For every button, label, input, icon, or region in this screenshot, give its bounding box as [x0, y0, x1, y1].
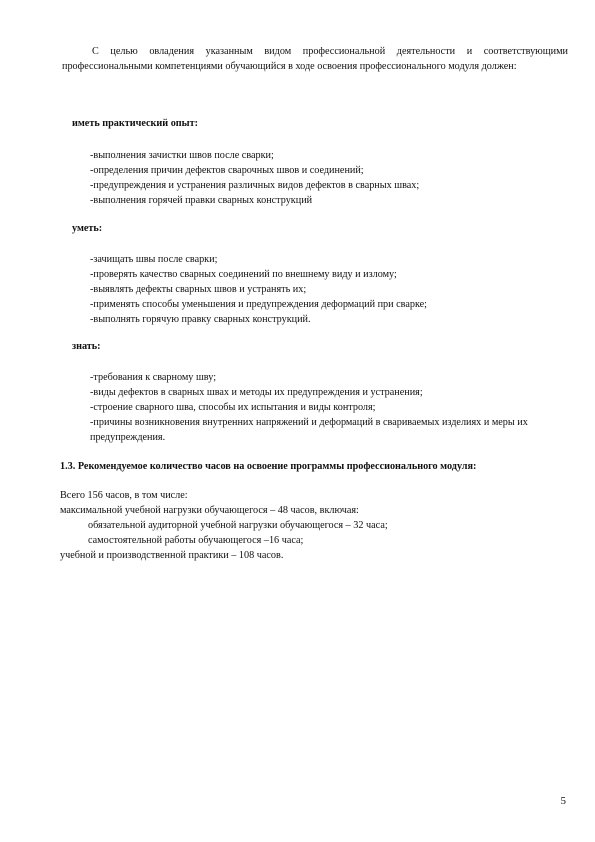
- list-item: -требования к сварному шву;: [90, 372, 217, 383]
- hours-self-study: самостоятельной работы обучающегося –16 часа;: [88, 535, 304, 546]
- hours-practice: учебной и производственной практики – 108 часов.: [60, 550, 284, 561]
- list-item: -выявлять дефекты сварных швов и устранять их;: [90, 284, 307, 295]
- list-item: -выполнения горячей правки сварных конструкций: [90, 195, 313, 206]
- list-item: -выполнять горячую правку сварных конструкций.: [90, 314, 311, 325]
- page-number: 5: [560, 795, 566, 807]
- hours-classroom: обязательной аудиторной учебной нагрузки обучающегося – 32 часа;: [88, 520, 388, 531]
- list-item: -зачищать швы после сварки;: [90, 254, 218, 265]
- hours-block: [60, 488, 570, 563]
- skills-heading: уметь:: [72, 223, 103, 234]
- hours-max-load: максимальной учебной нагрузки обучающегося – 48 часов, включая:: [60, 505, 359, 516]
- practice-list: [90, 148, 568, 208]
- practice-heading: иметь практический опыт:: [72, 118, 199, 129]
- list-item: -предупреждения и устранения различных видов дефектов в сварных швах;: [90, 180, 420, 191]
- skills-list: [90, 252, 568, 327]
- hours-total: Всего 156 часов, в том числе:: [60, 490, 188, 501]
- knowledge-heading: знать:: [72, 341, 101, 352]
- knowledge-list: [90, 370, 568, 445]
- list-item: -выполнения зачистки швов после сварки;: [90, 150, 274, 161]
- list-item: -строение сварного шва, способы их испытания и виды контроля;: [90, 402, 376, 413]
- list-item: -проверять качество сварных соединений по внешнему виду и излому;: [90, 269, 397, 280]
- list-item: -виды дефектов в сварных швах и методы их предупреждения и устранения;: [90, 387, 423, 398]
- intro-paragraph: С целью овладения указанным видом профессиональной деятельности и соответствующими профессиональными компетенциями обучающийся в ходе освоения профессионального модуля должен:: [62, 46, 568, 72]
- section-title: 1.3. Рекомендуемое количество часов на освоение программы профессионального модуля:: [60, 461, 477, 472]
- list-item: -определения причин дефектов сварочных швов и соединений;: [90, 165, 364, 176]
- list-item: -причины возникновения внутренних напряжений и деформаций в свариваемых изделиях и меры их предупреждения.: [90, 417, 528, 443]
- list-item: -применять способы уменьшения и предупреждения деформаций при сварке;: [90, 299, 428, 310]
